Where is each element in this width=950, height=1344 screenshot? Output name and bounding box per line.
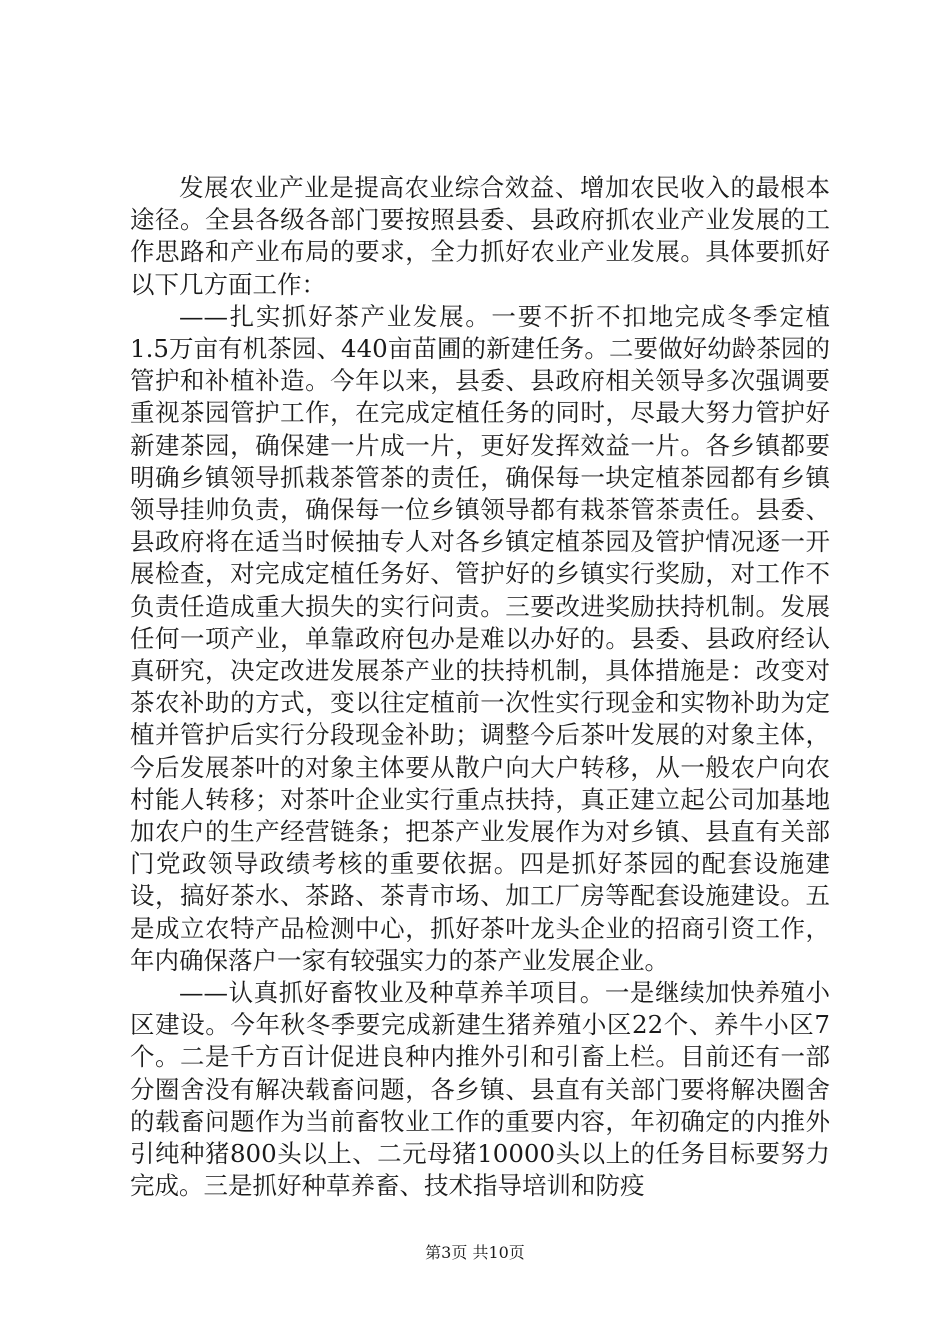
page-footer: 第3页 共10页: [425, 1243, 525, 1262]
paragraph-livestock: ——认真抓好畜牧业及种草养羊项目。一是继续加快养殖小区建设。今年秋冬季要完成新建生猪养殖小区22个、养牛小区7个。二是千方百计促进良种内推外引和引畜上栏。目前还有一部分圈舍没有解决载畜问题，各乡镇、县直有关部门要将解决圈舍的载畜问题作为当前畜牧业工作的重要内容，年初确定的内推外引纯种猪800头以上、二元母猪10000头以上的任务目标要努力完成。三是抓好种草养畜、技术指导培训和防疫: [130, 978, 830, 1201]
paragraph-tea-industry: ——扎实抓好茶产业发展。一要不折不扣地完成冬季定植1.5万亩有机茶园、440亩苗圃的新建任务。二要做好幼龄茶园的管护和补植补造。今年以来，县委、县政府相关领导多次强调要重视茶园管护工作，在完成定植任务的同时，尽最大努力管护好新建茶园，确保建一片成一片，更好发挥效益一片。各乡镇都要明确乡镇领导抓栽茶管茶的责任，确保每一块定植茶园都有乡镇领导挂帅负责，确保每一位乡镇领导都有栽茶管茶责任。县委、县政府将在适当时候抽专人对各乡镇定植茶园及管护情况逐一开展检查，对完成定植任务好、管护好的乡镇实行奖励，对工作不负责任造成重大损失的实行问责。三要改进奖励扶持机制。发展任何一项产业，单靠政府包办是难以办好的。县委、县政府经认真研究，决定改进发展茶产业的扶持机制，具体措施是：改变对茶农补助的方式，变以往定植前一次性实行现金和实物补助为定植并管护后实行分段现金补助；调整今后茶叶发展的对象主体，今后发展茶叶的对象主体要从散户向大户转移，从一般农户向农村能人转移；对茶叶企业实行重点扶持，真正建立起公司加基地加农户的生产经营链条；把茶产业发展作为对乡镇、县直有关部门党政领导政绩考核的重要依据。四是抓好茶园的配套设施建设，搞好茶水、茶路、茶青市场、加工厂房等配套设施建设。五是成立农特产品检测中心，抓好茶叶龙头企业的招商引资工作，年内确保落户一家有较强实力的茶产业发展企业。: [130, 301, 830, 975]
body-text: [130, 172, 830, 1203]
paragraph-intro: 发展农业产业是提高农业综合效益、增加农民收入的最根本途径。全县各级各部门要按照县委、县政府抓农业产业发展的工作思路和产业布局的要求，全力抓好农业产业发展。具体要抓好以下几方面工作：: [130, 173, 830, 299]
